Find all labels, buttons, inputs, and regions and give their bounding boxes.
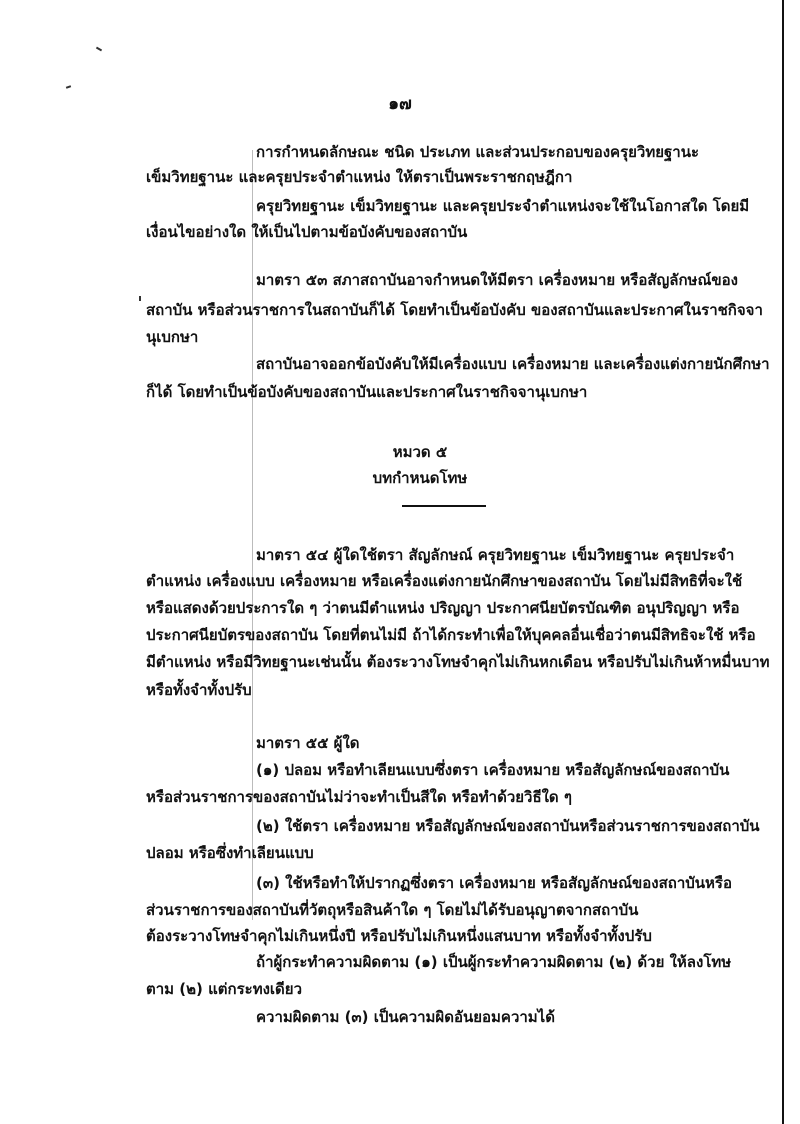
scan-speck [96, 47, 102, 52]
text-line: ถ้าผู้กระทำความผิดตาม (๑) เป็นผู้กระทำความผิดตาม (๒) ด้วย ให้ลงโทษ [256, 953, 732, 971]
text-line: ปลอม หรือซึ่งทำเลียนแบบ [146, 844, 314, 862]
text-line: หรือส่วนราชการของสถาบันไม่ว่าจะทำเป็นสีใด หรือทำด้วยวิธีใด ๆ [146, 788, 572, 806]
text-line: (๒) ใช้ตรา เครื่องหมาย หรือสัญลักษณ์ของสถาบันหรือส่วนราชการของสถาบัน [256, 817, 760, 835]
text-line: สถาบันอาจออกข้อบังคับให้มีเครื่องแบบ เครื่องหมาย และเครื่องแต่งกายนักศึกษา [256, 355, 770, 373]
text-line: ก็ได้ โดยทำเป็นข้อบังคับของสถาบันและประกาศในราชกิจจานุเบกษา [146, 383, 588, 401]
text-line: ต้องระวางโทษจำคุกไม่เกินหนึ่งปี หรือปรับไม่เกินหนึ่งแสนบาท หรือทั้งจำทั้งปรับ [146, 927, 652, 945]
text-line: ประกาศนียบัตรของสถาบัน โดยที่ตนไม่มี ถ้าได้กระทำเพื่อให้บุคคลอื่นเชื่อว่าตนมีสิทธิจะใช้ หรือ [146, 626, 756, 644]
page-number: ๑๗ [388, 94, 412, 114]
text-line: มีตำแหน่ง หรือมีวิทยฐานะเช่นนั้น ต้องระวางโทษจำคุกไม่เกินหกเดือน หรือปรับไม่เกินห้าหมื่นบาท [146, 653, 770, 671]
text-line: มาตรา ๕๕ ผู้ใด [256, 734, 360, 752]
text-line: หรือทั้งจำทั้งปรับ [146, 681, 252, 699]
text-line: การกำหนดลักษณะ ชนิด ประเภท และส่วนประกอบของครุยวิทยฐานะ [256, 143, 700, 161]
text-line: มาตรา ๕๔ ผู้ใดใช้ตรา สัญลักษณ์ ครุยวิทยฐานะ เข็มวิทยฐานะ ครุยประจำ [256, 546, 735, 564]
text-line: ตาม (๒) แต่กระทงเดียว [146, 980, 302, 998]
text-line: หรือแสดงด้วยประการใด ๆ ว่าตนมีตำแหน่ง ปริญญา ประกาศนียบัตรบัณฑิต อนุปริญญา หรือ [146, 599, 740, 617]
text-line: นุเบกษา [146, 328, 199, 346]
text-line: สถาบัน หรือส่วนราชการในสถาบันก็ได้ โดยทำเป็นข้อบังคับ ของสถาบันและประกาศในราชกิจจา [146, 301, 763, 319]
text-line: (๓) ใช้หรือทำให้ปรากฏซึ่งตรา เครื่องหมาย หรือสัญลักษณ์ของสถาบันหรือ [256, 874, 732, 892]
text-line: เข็มวิทยฐานะ และครุยประจำตำแหน่ง ให้ตราเป็นพระราชกฤษฎีกา [146, 168, 573, 186]
chapter-number: หมวด ๕ [392, 443, 448, 461]
text-line: ตำแหน่ง เครื่องแบบ เครื่องหมาย หรือเครื่องแต่งกายนักศึกษาของสถาบัน โดยไม่มีสิทธิที่จะใช้ [146, 572, 743, 590]
scan-edge [782, 0, 784, 1124]
scan-speck [66, 85, 71, 89]
text-line: ความผิดตาม (๓) เป็นความผิดอันยอมความได้ [256, 1008, 555, 1026]
text-line: เงื่อนไขอย่างใด ให้เป็นไปตามข้อบังคับของสถาบัน [146, 223, 468, 241]
chapter-divider [402, 505, 486, 507]
text-line: ครุยวิทยฐานะ เข็มวิทยฐานะ และครุยประจำตำแหน่งจะใช้ในโอกาสใด โดยมี [256, 197, 750, 215]
text-line: ส่วนราชการของสถาบันที่วัตถุหรือสินค้าใด ๆ โดยไม่ได้รับอนุญาตจากสถาบัน [146, 901, 639, 919]
chapter-title: บทกำหนดโทษ [372, 469, 468, 487]
text-line: มาตรา ๕๓ สภาสถาบันอาจกำหนดให้มีตรา เครื่องหมาย หรือสัญลักษณ์ของ [256, 271, 738, 289]
scan-speck [139, 296, 141, 301]
text-line: (๑) ปลอม หรือทำเลียนแบบซึ่งตรา เครื่องหมาย หรือสัญลักษณ์ของสถาบัน [256, 761, 730, 779]
